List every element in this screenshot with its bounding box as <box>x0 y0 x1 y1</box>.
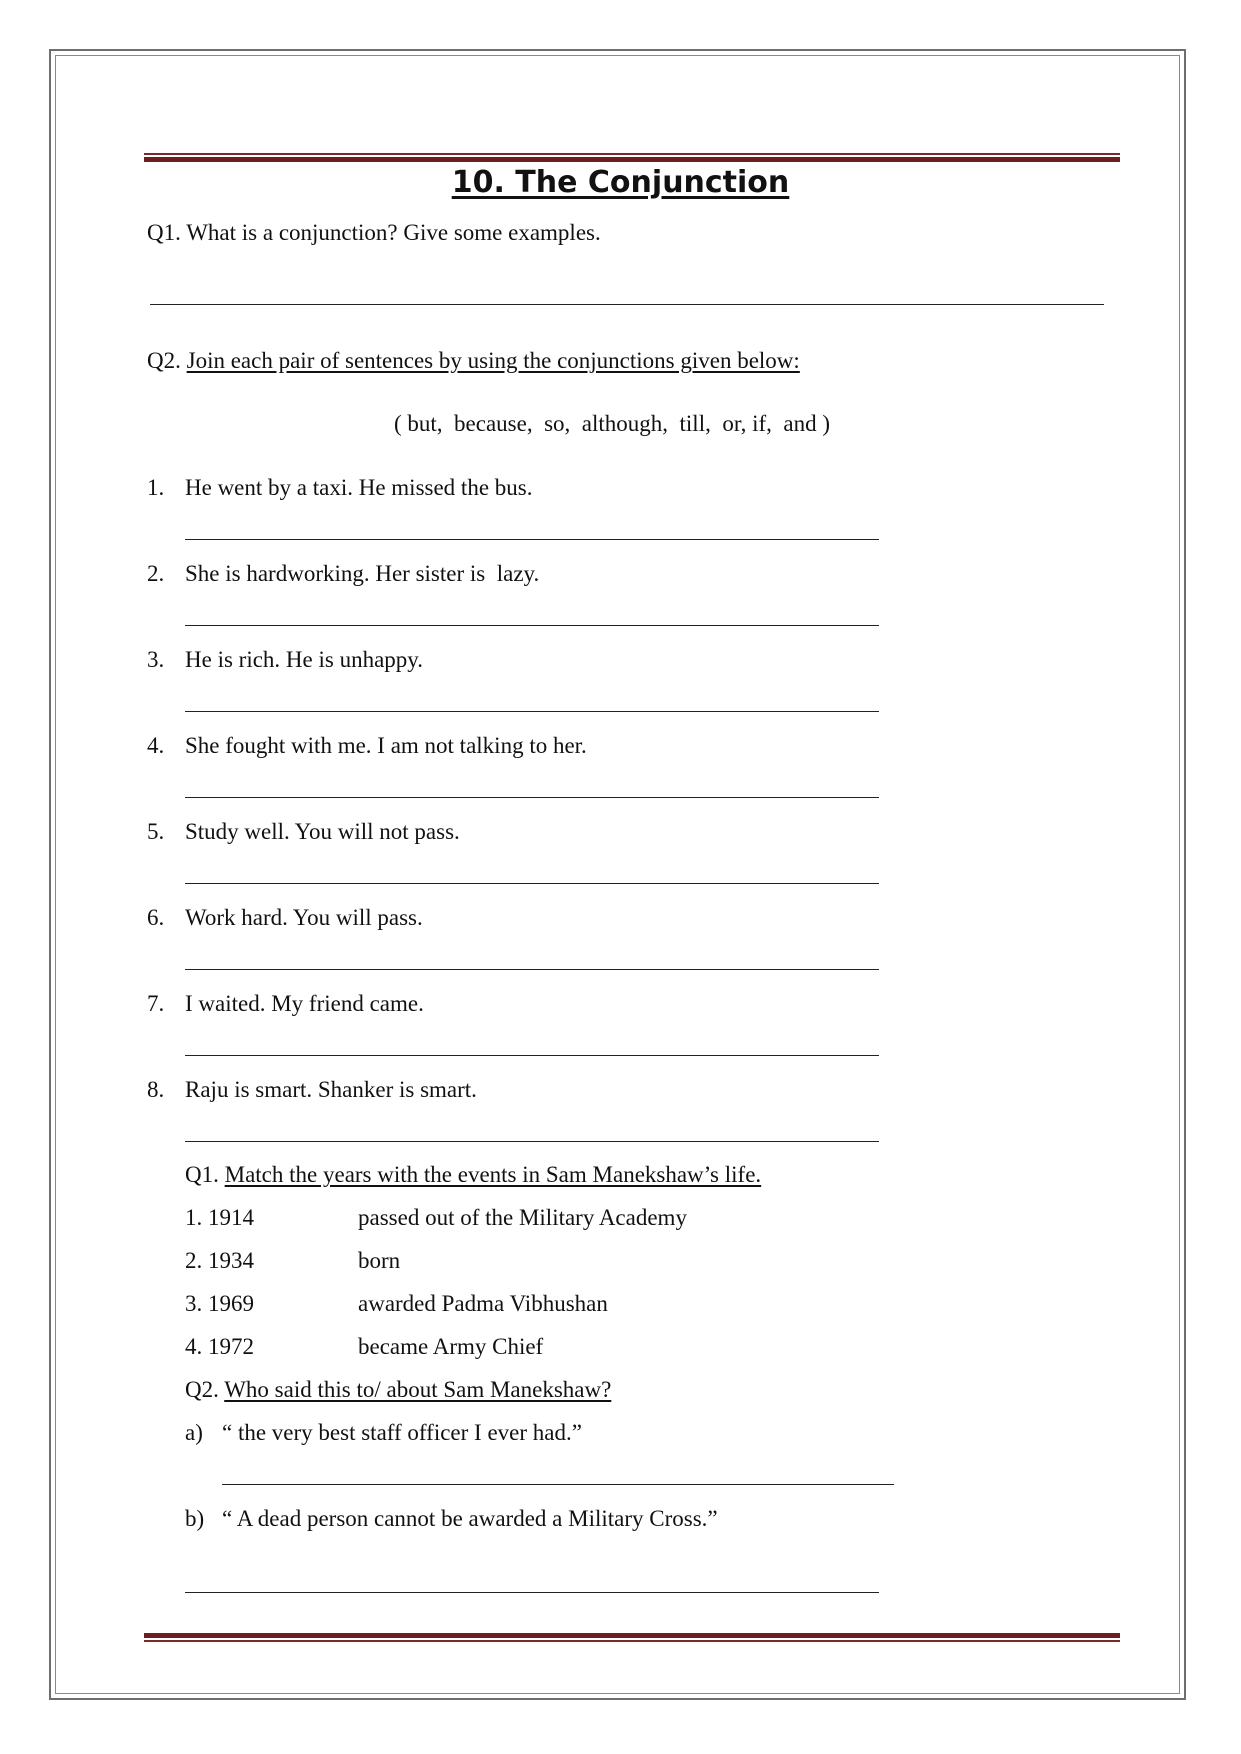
item-number: 5. <box>147 819 165 844</box>
match-event-4: became Army Chief <box>358 1334 544 1359</box>
answer-line-1[interactable] <box>185 539 879 540</box>
question-2-instruction: Join each pair of sentences by using the conjunctions given below: <box>186 348 800 373</box>
answer-line-b[interactable] <box>185 1592 879 1593</box>
match-year-1: 1. 1914 <box>185 1205 254 1230</box>
footer-rule <box>144 1633 1120 1642</box>
sentence-text-6: Work hard. You will pass. <box>185 905 423 930</box>
match-event-2: born <box>358 1248 401 1273</box>
item-number: 8. <box>147 1077 165 1102</box>
sentence-text-1: He went by a taxi. He missed the bus. <box>185 475 533 500</box>
item-number: 3. <box>147 647 165 672</box>
answer-line-q1[interactable] <box>150 304 1104 305</box>
sentence-text-3: He is rich. He is unhappy. <box>185 647 424 672</box>
answer-line-4[interactable] <box>185 797 879 798</box>
sentence-text-2: She is hardworking. Her sister is lazy. <box>185 561 540 586</box>
match-year-2: 2. 1934 <box>185 1248 254 1273</box>
sentence-item-2 <box>147 562 164 585</box>
quote-letter-b: b) <box>185 1506 205 1531</box>
question-2-label: Q2. <box>147 348 181 373</box>
question-1 <box>147 221 601 244</box>
sentence-item-5 <box>147 820 164 843</box>
question-1-text: What is a conjunction? Give some examples. <box>186 220 601 245</box>
question-2 <box>147 349 800 372</box>
item-number: 4. <box>147 733 165 758</box>
item-number: 7. <box>147 991 165 1016</box>
page-border-inner <box>55 55 1180 1694</box>
sentence-item-1 <box>147 476 164 499</box>
sentence-item-4 <box>147 734 164 757</box>
sentence-item-8 <box>147 1078 164 1101</box>
match-event-3: awarded Padma Vibhushan <box>358 1291 608 1316</box>
match-event-1: passed out of the Military Academy <box>358 1205 687 1230</box>
match-year-3: 3. 1969 <box>185 1291 254 1316</box>
match-question <box>185 1163 761 1186</box>
sentence-item-6 <box>147 906 164 929</box>
quote-letter-a: a) <box>185 1420 203 1445</box>
answer-line-6[interactable] <box>185 969 879 970</box>
item-number: 6. <box>147 905 165 930</box>
match-question-label: Q1. <box>185 1162 219 1187</box>
quote-text-a: “ the very best staff officer I ever had.” <box>222 1420 582 1445</box>
header-rule <box>144 153 1120 162</box>
match-year-4: 4. 1972 <box>185 1334 254 1359</box>
answer-line-7[interactable] <box>185 1055 879 1056</box>
quote-question-text: Who said this to/ about Sam Manekshaw? <box>224 1377 612 1402</box>
sentence-text-7: I waited. My friend came. <box>185 991 424 1016</box>
sentence-item-3 <box>147 648 164 671</box>
sentence-text-8: Raju is smart. Shanker is smart. <box>185 1077 477 1102</box>
answer-line-3[interactable] <box>185 711 879 712</box>
answer-line-8[interactable] <box>185 1141 879 1142</box>
page-title: 10. The Conjunction <box>451 165 790 200</box>
question-1-label: Q1. <box>147 220 181 245</box>
sentence-text-5: Study well. You will not pass. <box>185 819 460 844</box>
quote-question-label: Q2. <box>185 1377 219 1402</box>
sentence-text-4: She fought with me. I am not talking to her. <box>185 733 587 758</box>
match-question-text: Match the years with the events in Sam Manekshaw’s life. <box>224 1162 762 1187</box>
conjunction-list: ( but, because, so, although, till, or, if, and ) <box>394 411 830 436</box>
quote-question <box>185 1378 611 1401</box>
sentence-item-7 <box>147 992 164 1015</box>
item-number: 2. <box>147 561 165 586</box>
answer-line-5[interactable] <box>185 883 879 884</box>
answer-line-2[interactable] <box>185 625 879 626</box>
item-number: 1. <box>147 475 165 500</box>
quote-text-b: “ A dead person cannot be awarded a Military Cross.” <box>222 1506 718 1531</box>
answer-line-a[interactable] <box>222 1484 894 1485</box>
